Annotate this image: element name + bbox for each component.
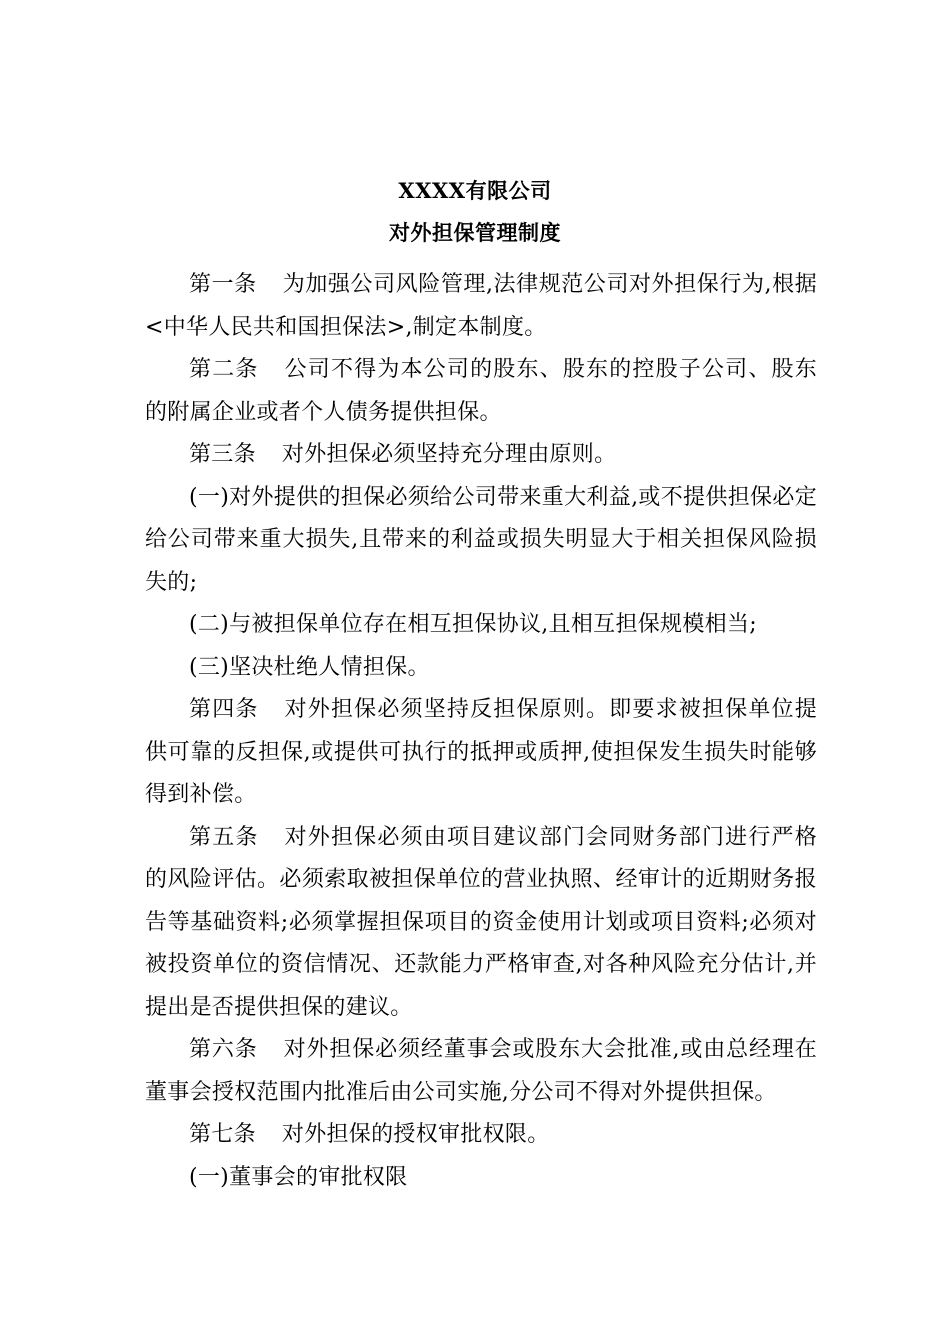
article-text: 为加强公司风险管理,法律规范公司对外担保行为,根据<中华人民共和国担保法>,制定本制度。 [145,272,817,340]
clause-7-1 [145,1157,817,1200]
article-number: 第二条 [189,357,259,382]
article-7 [145,1114,817,1157]
document-body [145,264,817,1199]
article-text: 对外担保必须坚持反担保原则。即要求被担保单位提供可靠的反担保,或提供可执行的抵押或质押,使担保发生损失时能够得到补偿。 [145,697,818,807]
company-name: XXXX有限公司 [398,178,552,203]
clause-3-3 [145,647,817,690]
article-5 [145,817,817,1030]
title-block [0,170,950,254]
article-4 [145,689,817,817]
article-2 [145,349,817,434]
article-number: 第五条 [189,824,259,850]
article-3 [145,434,817,477]
article-1 [145,264,817,349]
clause-text: (一)对外提供的担保必须给公司带来重大利益,或不提供担保必定给公司带来重大损失,且带来的利益或损失明显大于相关担保风险损失的; [145,484,817,595]
article-number: 第四条 [189,697,259,722]
article-text: 对外担保必须坚持充分理由原则。 [281,442,617,467]
article-text: 对外担保的授权审批权限。 [281,1122,550,1147]
article-number: 第六条 [189,1037,258,1062]
clause-text: (三)坚决杜绝人情担保。 [189,654,430,680]
clause-3-1 [145,477,817,605]
article-6 [145,1029,817,1114]
clause-text: (一)董事会的审批权限 [189,1164,408,1190]
article-number: 第一条 [189,272,257,297]
clause-3-2 [145,604,817,647]
article-number: 第三条 [189,442,256,467]
clause-text: (二)与被担保单位存在相互担保协议,且相互担保规模相当; [189,612,757,637]
document-title: 对外担保管理制度 [389,220,561,245]
article-number: 第七条 [189,1122,256,1147]
article-text: 对外担保必须经董事会或股东大会批准,或由总经理在董事会授权范围内批准后由公司实施,分公司不得对外提供担保。 [145,1037,817,1105]
article-text: 对外担保必须由项目建议部门会同财务部门进行严格的风险评估。必须索取被担保单位的营业执照、经审计的近期财务报告等基础资料;必须掌握担保项目的资金使用计划或项目资料;必须对被投资单位的资信情况、还款能力严格审查,对各种风险充分估计,并提出是否提供担保的建议。 [145,824,818,1020]
article-text: 公司不得为本公司的股东、股东的控股子公司、股东的附属企业或者个人债务提供担保。 [145,357,818,425]
